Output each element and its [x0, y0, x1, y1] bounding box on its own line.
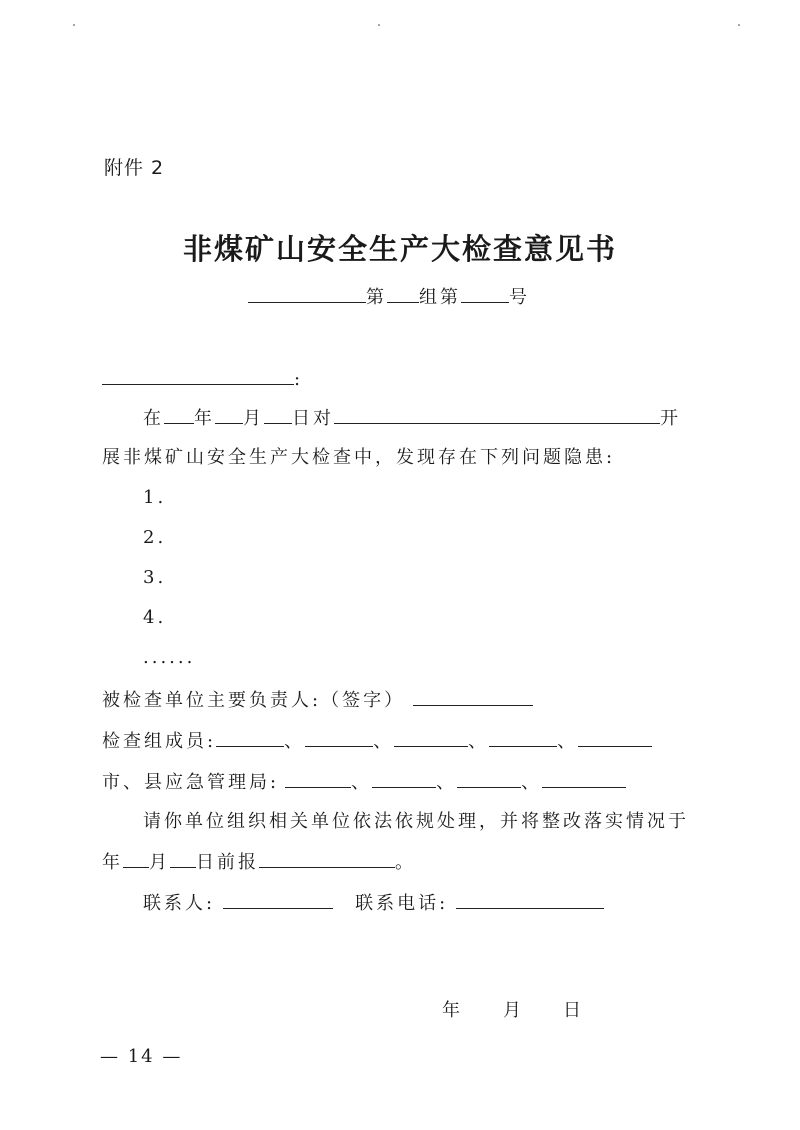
bureau-label: 市、县应急管理局:: [102, 772, 280, 793]
date-nian: 年: [194, 408, 215, 429]
date-line: [143, 405, 681, 431]
contact-phone-blank[interactable]: [456, 890, 604, 909]
list-item: 4.: [143, 607, 167, 628]
addressee-line: [102, 366, 303, 392]
number-di: 第: [366, 287, 387, 308]
inspector-blank[interactable]: [578, 728, 652, 747]
findings-intro: 展非煤矿山安全生产大检查中，发现存在下列问题隐患:: [102, 447, 616, 468]
date-footer-month: 月: [503, 1000, 524, 1021]
separator: 、: [521, 772, 543, 793]
addressee-colon: :: [294, 369, 304, 390]
inspector-blank[interactable]: [305, 728, 373, 747]
year-blank[interactable]: [164, 405, 194, 424]
bureau-blank[interactable]: [372, 769, 436, 788]
number-hao: 号: [509, 287, 530, 308]
deadline-month-blank[interactable]: [123, 849, 149, 868]
list-item: 1.: [143, 487, 167, 508]
inspector-blank[interactable]: [489, 728, 557, 747]
contact-person-blank[interactable]: [223, 890, 333, 909]
separator: 、: [557, 731, 579, 752]
date-zai: 在: [143, 408, 164, 429]
scan-dot: [738, 24, 740, 26]
deadline-line: [102, 849, 416, 875]
deadline-period: 。: [395, 852, 416, 873]
date-ri-dui: 日对: [292, 408, 334, 429]
blank-line[interactable]: [248, 284, 366, 303]
inspector-blank[interactable]: [216, 728, 284, 747]
day-blank[interactable]: [264, 405, 292, 424]
contact-person-label: 联系人:: [143, 893, 216, 914]
inspectors-label: 检查组成员:: [102, 731, 217, 752]
request-text: 请你单位组织相关单位依法依规处理，并将整改落实情况于: [143, 811, 689, 832]
date-footer-day: 日: [563, 1000, 584, 1021]
inspector-blank[interactable]: [394, 728, 468, 747]
blank-line[interactable]: [387, 284, 419, 303]
deadline-ri: 日前报: [196, 852, 259, 873]
attachment-label: 附件 2: [104, 157, 165, 179]
bureau-line: [102, 769, 626, 795]
addressee-blank[interactable]: [102, 366, 294, 385]
scan-dot: [378, 24, 380, 26]
separator: 、: [284, 731, 306, 752]
number-group: 组第: [419, 287, 461, 308]
month-blank[interactable]: [215, 405, 243, 424]
separator: 、: [351, 772, 373, 793]
deadline-yue: 月: [149, 852, 170, 873]
head-signature-line: [102, 687, 533, 713]
list-item: 2.: [143, 527, 167, 548]
bureau-blank[interactable]: [457, 769, 521, 788]
signature-blank[interactable]: [413, 687, 533, 706]
date-kai: 开: [660, 408, 681, 429]
date-yue: 月: [243, 408, 264, 429]
inspectors-line: [102, 728, 652, 754]
list-item: 3.: [143, 567, 167, 588]
separator: 、: [468, 731, 490, 752]
bureau-blank[interactable]: [542, 769, 626, 788]
target-blank[interactable]: [334, 405, 660, 424]
list-item-ellipsis: ......: [143, 647, 196, 668]
contact-line: [143, 890, 604, 916]
deadline-day-blank[interactable]: [170, 849, 196, 868]
report-to-blank[interactable]: [259, 849, 395, 868]
bureau-blank[interactable]: [285, 769, 351, 788]
separator: 、: [373, 731, 395, 752]
document-title: 非煤矿山安全生产大检查意见书: [182, 232, 617, 266]
separator: 、: [436, 772, 458, 793]
blank-line[interactable]: [461, 284, 509, 303]
date-footer-year: 年: [442, 1000, 463, 1021]
head-signature-label: 被检查单位主要负责人:（签字）: [102, 690, 406, 711]
deadline-nian: 年: [102, 852, 123, 873]
contact-phone-label: 联系电话:: [355, 893, 449, 914]
document-number: [248, 284, 530, 310]
page-number: — 14 —: [100, 1046, 183, 1067]
scan-dot: [73, 24, 75, 26]
